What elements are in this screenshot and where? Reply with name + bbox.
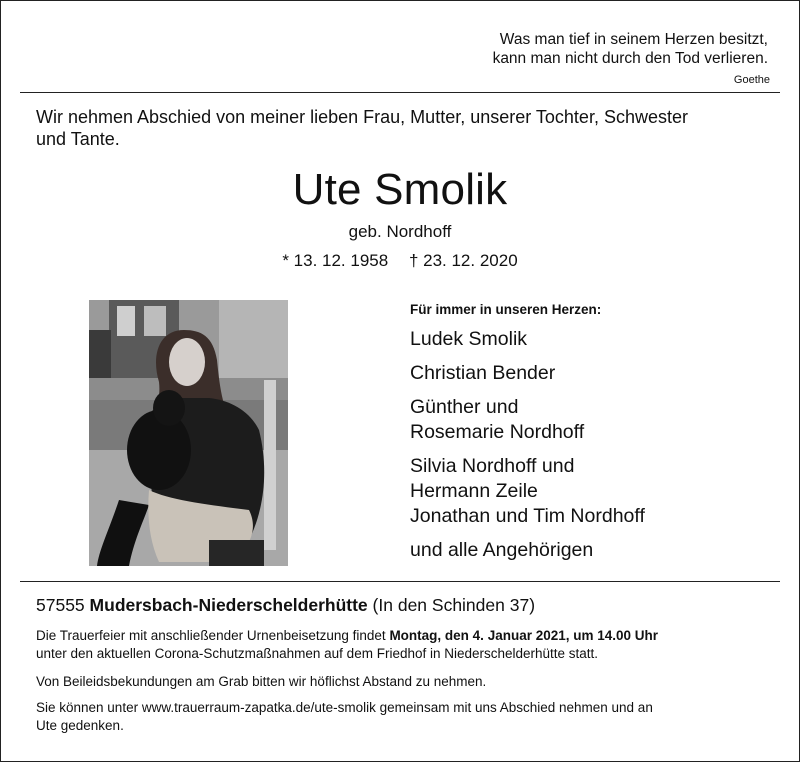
maiden-name: geb. Nordhoff: [348, 222, 452, 241]
online-line-2: Ute gedenken.: [36, 718, 124, 733]
mourner-line: Günther und: [410, 396, 519, 418]
online-line-1: Sie können unter www.trauerraum-zapatka.de/ute-smolik gemeinsam mit uns Abschied nehmen und an: [36, 700, 653, 715]
mourner-line: Rosemarie Nordhoff: [410, 421, 585, 443]
town: Mudersbach-Niederschelderhütte: [89, 595, 368, 615]
life-dates: [0, 250, 800, 271]
funeral-date: Montag, den 4. Januar 2021, um 14.00 Uhr: [389, 628, 659, 643]
mourner-line: Ludek Smolik: [410, 328, 528, 350]
funeral-line-1: [36, 627, 771, 645]
quote-author: Goethe: [733, 74, 770, 86]
top-divider: [20, 92, 780, 93]
mourner-entry: [410, 395, 645, 445]
goethe-quote: [493, 30, 768, 87]
mourner-entry: [410, 454, 645, 529]
portrait-photo: [89, 300, 288, 566]
mourner-entry: [410, 538, 645, 563]
mourner-entry: [410, 327, 645, 352]
intro-text: [36, 106, 736, 150]
quote-line-1: Was man tief in seinem Herzen besitzt,: [499, 31, 768, 48]
address-line: [36, 594, 535, 616]
mourners-heading: Für immer in unseren Herzen:: [410, 302, 602, 317]
intro-line-1: Wir nehmen Abschied von meiner lieben Frau, Mutter, unserer Tochter, Schwester: [36, 107, 688, 127]
intro-line-2: und Tante.: [36, 129, 120, 149]
mourner-line: Christian Bender: [410, 362, 556, 384]
quote-line-2: kann man nicht durch den Tod verlieren.: [492, 50, 768, 67]
mourner-line: Silvia Nordhoff und: [410, 455, 575, 477]
condolences-paragraph: Von Beileidsbekundungen am Grab bitten wir höflichst Abstand zu nehmen.: [36, 674, 487, 689]
street: (In den Schinden 37): [372, 595, 536, 615]
mourner-line: Jonathan und Tim Nordhoff: [410, 505, 645, 527]
mourner-entry: [410, 361, 645, 386]
mourner-line: und alle Angehörigen: [410, 539, 594, 561]
funeral-text: Die Trauerfeier mit anschließender Urnenbeisetzung findet: [36, 628, 390, 643]
online-paragraph: [36, 699, 771, 735]
postcode: 57555: [36, 595, 85, 615]
mourner-line: Hermann Zeile: [410, 480, 538, 502]
bottom-divider: [20, 581, 780, 582]
mourners-list: [410, 302, 645, 563]
death-date: † 23. 12. 2020: [408, 251, 518, 270]
birth-date: * 13. 12. 1958: [282, 251, 389, 270]
deceased-name: Ute Smolik: [292, 165, 508, 214]
funeral-line-2: unter den aktuellen Corona-Schutzmaßnahmen auf dem Friedhof in Niederschelderhütte statt.: [36, 646, 599, 661]
funeral-paragraph: [36, 627, 771, 663]
